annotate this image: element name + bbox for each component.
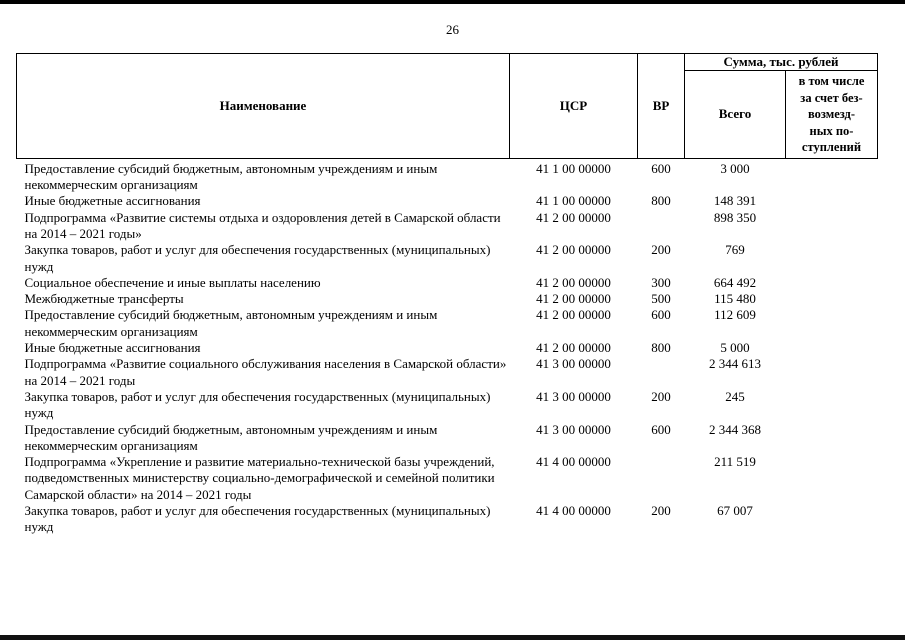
cell-vr: 800 <box>651 193 671 209</box>
table-row <box>17 291 878 307</box>
table-header <box>17 54 878 159</box>
cell-free <box>786 340 878 356</box>
header-free-receipts: в том числе за счет без- возмезд- ных по- ступлений <box>786 71 878 159</box>
table-body <box>17 158 878 535</box>
cell-total: 211 519 <box>714 454 756 470</box>
header-name: Наименование <box>17 54 510 159</box>
table-row <box>17 210 878 243</box>
page-number: 26 <box>446 22 459 37</box>
cell-name: Закупка товаров, работ и услуг для обеспечения государственных (муниципальных) нужд <box>24 388 491 421</box>
cell-total: 769 <box>725 242 745 258</box>
cell-free <box>786 389 878 422</box>
cell-name: Закупка товаров, работ и услуг для обеспечения государственных (муниципальных) нужд <box>24 242 491 274</box>
cell-csr: 41 2 00 00000 <box>536 291 611 307</box>
cell-csr: 41 3 00 00000 <box>536 356 611 372</box>
cell-vr <box>638 210 685 243</box>
table-row <box>17 454 878 503</box>
cell-vr: 600 <box>651 160 671 176</box>
cell-free <box>786 291 878 307</box>
table-row <box>17 193 878 209</box>
cell-csr: 41 2 00 00000 <box>536 307 611 323</box>
cell-name: Межбюджетные трансферты <box>24 291 184 307</box>
header-sum-group: Сумма, тыс. рублей <box>685 54 878 71</box>
table-row <box>17 242 878 275</box>
cell-total: 2 344 613 <box>709 356 761 372</box>
table-row <box>17 307 878 340</box>
header-vr: ВР <box>638 54 685 159</box>
cell-csr: 41 2 00 00000 <box>536 209 611 225</box>
table-row <box>17 422 878 455</box>
budget-table <box>16 53 878 536</box>
cell-csr: 41 3 00 00000 <box>536 388 611 404</box>
cell-total: 898 350 <box>713 209 757 225</box>
cell-free <box>786 193 878 209</box>
cell-csr: 41 4 00 00000 <box>536 454 611 470</box>
cell-free <box>786 422 878 455</box>
cell-free <box>786 210 878 243</box>
cell-name: Предоставление субсидий бюджетным, автономным учреждениям и иным некоммерческим организациям <box>24 307 438 339</box>
cell-vr: 600 <box>651 421 671 437</box>
cell-total: 5 000 <box>720 340 750 356</box>
cell-free <box>786 454 878 503</box>
cell-vr: 200 <box>651 242 671 258</box>
cell-total: 115 480 <box>714 291 756 307</box>
cell-name: Иные бюджетные ассигнования <box>24 340 201 356</box>
cell-csr: 41 4 00 00000 <box>536 503 611 519</box>
cell-name: Подпрограмма «Развитие системы отдыха и оздоровления детей в Самарской области на 2014 – 2021 годы» <box>24 209 501 241</box>
cell-vr <box>638 356 685 389</box>
cell-total: 3 000 <box>720 160 750 176</box>
cell-name: Подпрограмма «Развитие социального обслуживания населения в Самарской области» на 2014 – 2021 годы <box>24 356 507 388</box>
cell-vr: 200 <box>651 388 671 404</box>
cell-vr: 500 <box>651 291 671 307</box>
cell-csr: 41 2 00 00000 <box>536 340 611 356</box>
cell-vr <box>638 454 685 503</box>
cell-free <box>786 242 878 275</box>
cell-total: 2 344 368 <box>709 421 761 437</box>
cell-csr: 41 3 00 00000 <box>536 421 611 437</box>
table-row <box>17 503 878 536</box>
cell-free <box>786 503 878 536</box>
table-row <box>17 356 878 389</box>
bottom-border-line <box>0 635 905 640</box>
cell-csr: 41 2 00 00000 <box>536 274 611 290</box>
cell-free <box>786 275 878 291</box>
cell-vr: 300 <box>651 274 671 290</box>
cell-total: 67 007 <box>717 503 753 519</box>
cell-csr: 41 2 00 00000 <box>536 242 611 258</box>
cell-free <box>786 356 878 389</box>
cell-free <box>786 158 878 193</box>
cell-name: Предоставление субсидий бюджетным, автономным учреждениям и иным некоммерческим организациям <box>24 421 438 453</box>
cell-total: 245 <box>725 388 745 404</box>
table-row <box>17 340 878 356</box>
cell-csr: 41 1 00 00000 <box>536 193 611 209</box>
cell-vr: 600 <box>651 307 671 323</box>
cell-total: 148 391 <box>713 193 757 209</box>
cell-total: 664 492 <box>713 274 757 290</box>
cell-total: 112 609 <box>714 307 756 323</box>
cell-vr: 200 <box>651 503 671 519</box>
table-row <box>17 389 878 422</box>
header-total: Всего <box>685 71 786 159</box>
cell-free <box>786 307 878 340</box>
cell-name: Социальное обеспечение и иные выплаты населению <box>24 274 321 290</box>
top-border-line <box>0 0 905 4</box>
cell-name: Закупка товаров, работ и услуг для обеспечения государственных (муниципальных) нужд <box>24 503 491 535</box>
table-row <box>17 158 878 193</box>
cell-name: Предоставление субсидий бюджетным, автономным учреждениям и иным некоммерческим организациям <box>24 160 438 193</box>
cell-csr: 41 1 00 00000 <box>536 160 611 176</box>
cell-vr: 800 <box>651 340 671 356</box>
cell-name: Иные бюджетные ассигнования <box>24 193 201 209</box>
table-row <box>17 275 878 291</box>
cell-name: Подпрограмма «Укрепление и развитие материально-технической базы учреждений, подведомственных министерству социально-демографической и семейной политики Самарской области» на 2014 – 2021 годы <box>24 454 495 502</box>
header-csr: ЦСР <box>510 54 638 159</box>
